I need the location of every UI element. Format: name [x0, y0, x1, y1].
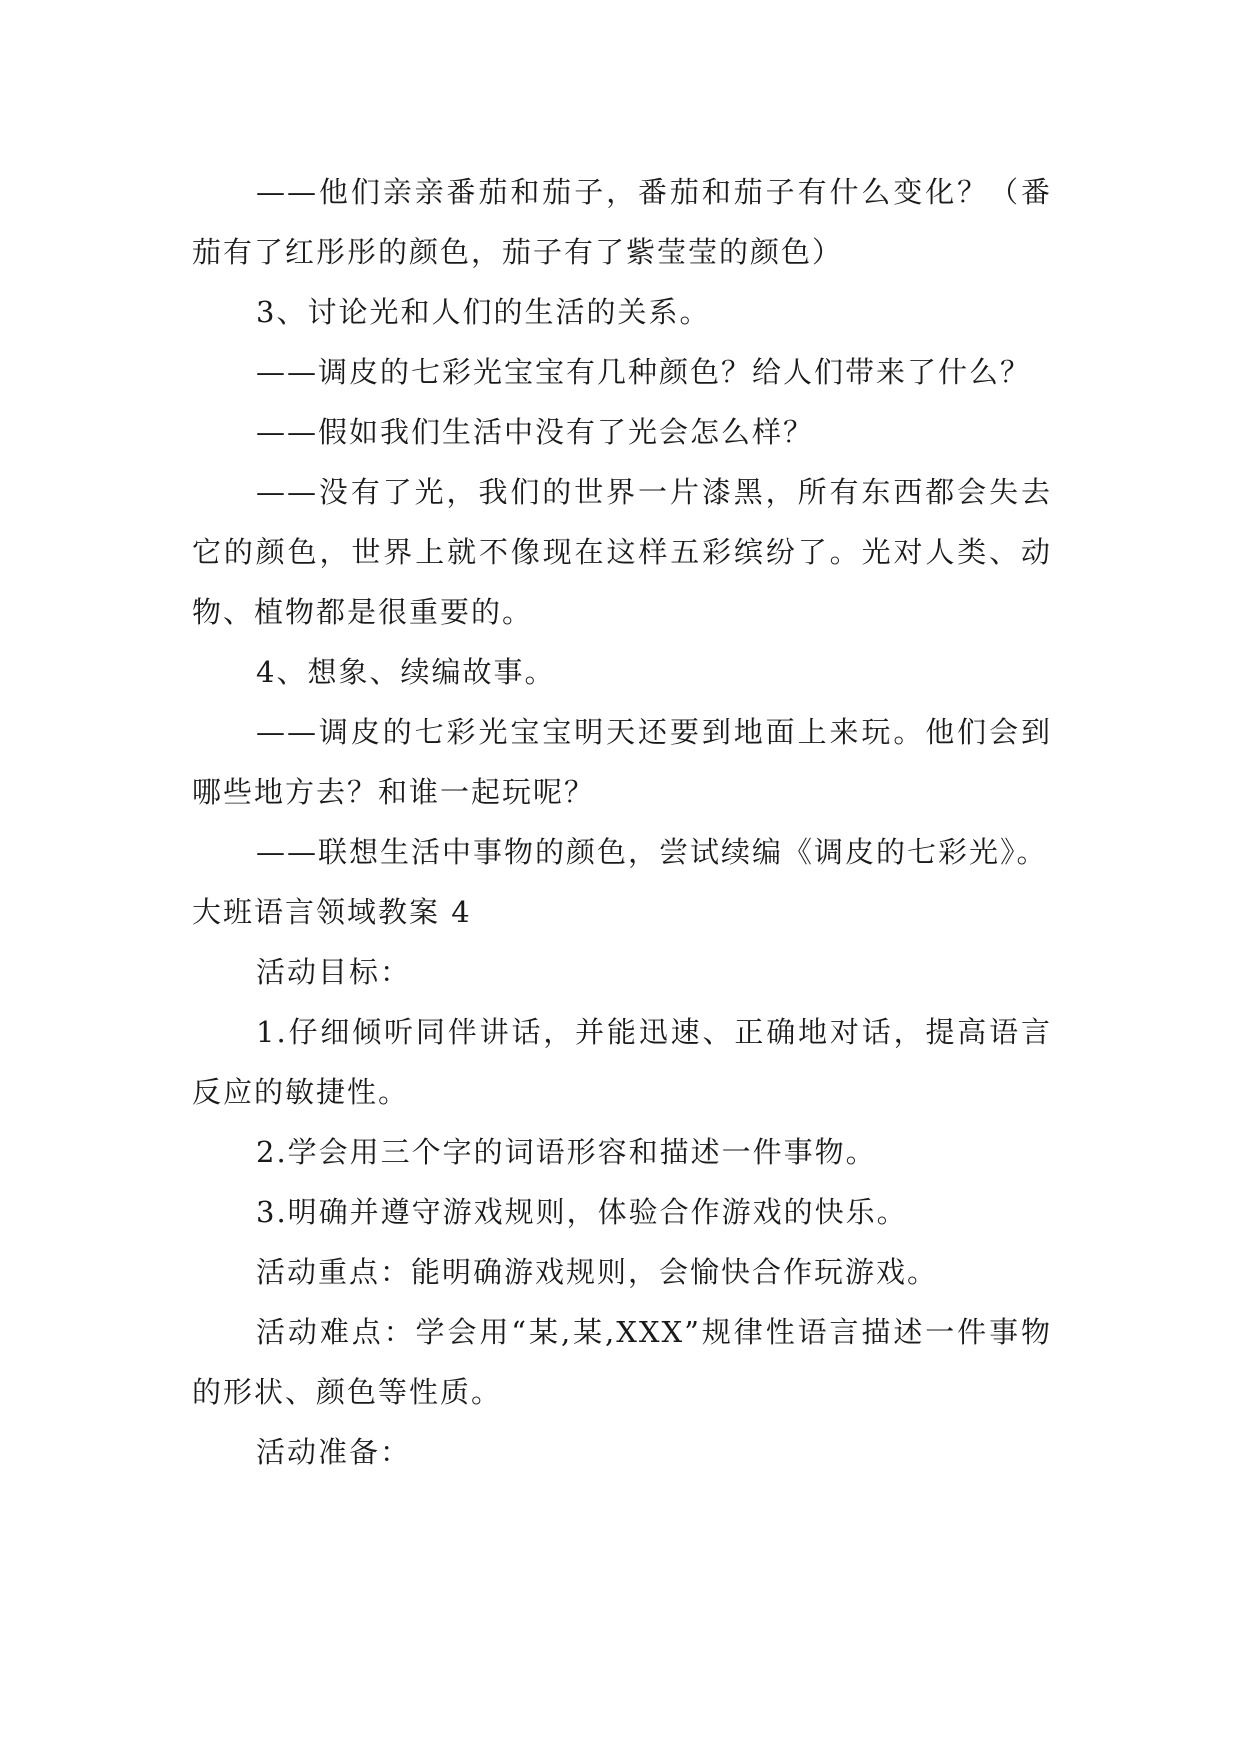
paragraph-no-light-answer: ——没有了光，我们的世界一片漆黑，所有东西都会失去它的颜色，世界上就不像现在这样五彩缤纷了。光对人类、动物、植物都是很重要的。 — [192, 475, 1052, 629]
document-body — [192, 162, 1052, 1482]
paragraph-tomato-eggplant: ——他们亲亲番茄和茄子，番茄和茄子有什么变化？（番茄有了红彤彤的颜色，茄子有了紫莹莹的颜色） — [192, 175, 1052, 269]
paragraph-key-point: 活动重点：能明确游戏规则，会愉快合作玩游戏。 — [256, 1255, 939, 1289]
paragraph-tomorrow-question: ——调皮的七彩光宝宝明天还要到地面上来玩。他们会到哪些地方去？和谁一起玩呢？ — [192, 715, 1052, 809]
paragraph-step-4: 4、想象、续编故事。 — [256, 655, 556, 689]
section-heading: 大班语言领域教案 4 — [192, 895, 472, 929]
paragraph-difficulty: 活动难点：学会用“某,某,XXX”规律性语言描述一件事物的形状、颜色等性质。 — [192, 1315, 1052, 1409]
paragraph-light-colors-question: ——调皮的七彩光宝宝有几种颜色？给人们带来了什么？ — [256, 355, 1032, 389]
paragraph-goal-1: 1.仔细倾听同伴讲话，并能迅速、正确地对话，提高语言反应的敏捷性。 — [192, 1015, 1052, 1109]
paragraph-no-light-question: ——假如我们生活中没有了光会怎么样？ — [256, 415, 815, 449]
paragraph-goal-2: 2.学会用三个字的词语形容和描述一件事物。 — [256, 1135, 877, 1169]
paragraph-step-3: 3、讨论光和人们的生活的关系。 — [256, 295, 711, 329]
paragraph-activity-goals: 活动目标： — [256, 955, 412, 989]
paragraph-continue-story: ——联想生活中事物的颜色，尝试续编《调皮的七彩光》。 — [256, 835, 1048, 869]
paragraph-preparation: 活动准备： — [256, 1435, 412, 1469]
paragraph-goal-3: 3.明确并遵守游戏规则，体验合作游戏的快乐。 — [256, 1195, 908, 1229]
